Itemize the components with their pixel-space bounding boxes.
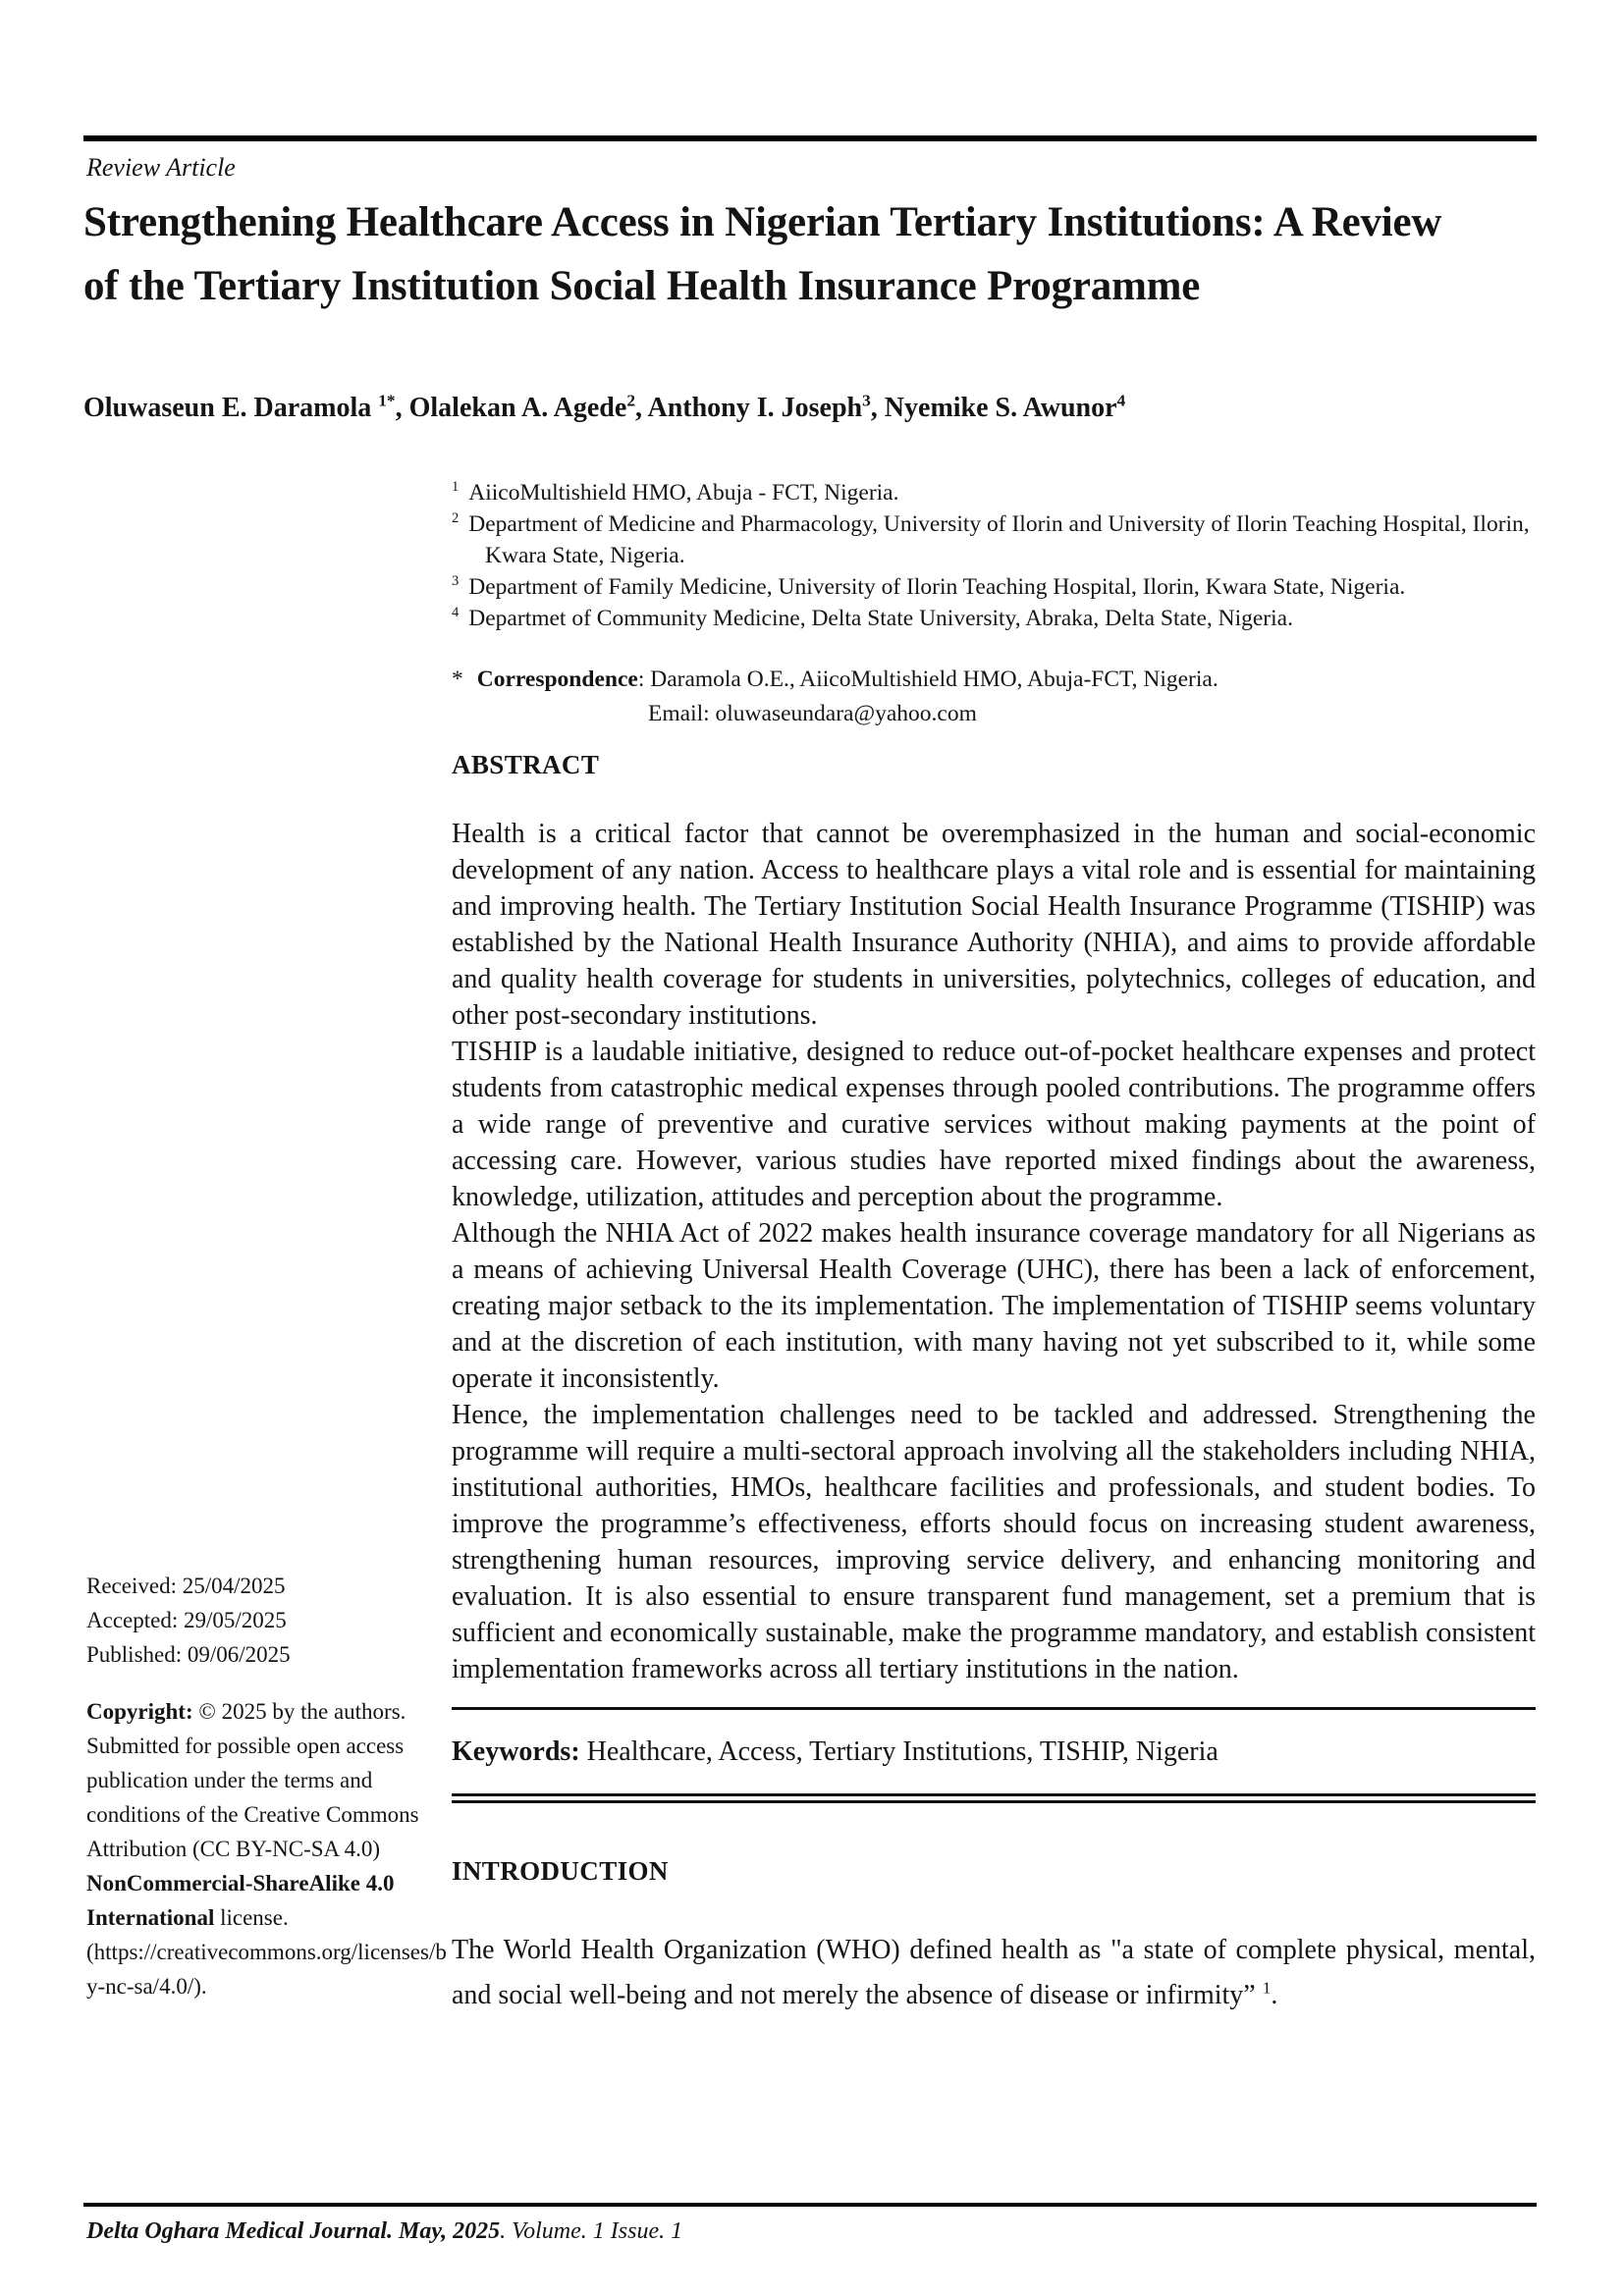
accepted-date: Accepted: 29/05/2025 bbox=[86, 1608, 287, 1632]
article-title: Strengthening Healthcare Access in Nigerian Tertiary Institutions: A Review of the Tertiary Institution Social Health Insurance Programme bbox=[83, 199, 1442, 309]
affiliation-number: 1 bbox=[452, 479, 460, 496]
article-meta-sidebar bbox=[86, 1569, 452, 2003]
author-affiliation-ref: 1* bbox=[378, 391, 396, 410]
author-name: Anthony I. Joseph bbox=[647, 393, 863, 423]
copyright-segment: license. (https://creativecommons.org/licenses/by-nc-sa/4.0/). bbox=[86, 1905, 447, 1999]
correspondence-marker: * bbox=[452, 667, 463, 692]
journal-name: Delta Oghara Medical Journal. May, 2025 bbox=[86, 2218, 501, 2244]
copyright-bold-segment: NonCommercial-ShareAlike 4.0 International bbox=[86, 1871, 395, 1930]
abstract-paragraph: Health is a critical factor that cannot be overemphasized in the human and social-economic development of any nation. Access to healthcare plays a vital role and is essential for maintaining and improving health. The Tertiary Institution Social Health Insurance Programme (TISHIP) was established by the National Health Insurance Authority (NHIA), and aims to provide affordable and quality health coverage for students in universities, polytechnics, colleges of education, and other post-secondary institutions. bbox=[452, 819, 1536, 1031]
author-affiliation-ref: 4 bbox=[1116, 391, 1126, 410]
affiliation-item bbox=[452, 508, 1540, 571]
author-name: Olalekan A. Agede bbox=[408, 393, 627, 423]
issue-info: . Volume. 1 Issue. 1 bbox=[500, 2218, 683, 2244]
citation-ref: 1 bbox=[1262, 1978, 1272, 1998]
top-divider bbox=[83, 135, 1537, 141]
affiliations-list bbox=[452, 477, 1540, 634]
author-name: Nyemike S. Awunor bbox=[884, 393, 1117, 423]
keywords-text: Healthcare, Access, Tertiary Institutions, TISHIP, Nigeria bbox=[579, 1736, 1218, 1767]
keywords-label: Keywords: bbox=[452, 1736, 580, 1767]
copyright-segment: © 2025 by the authors. Submitted for possible open access publication under the terms and conditions of the Creative Commons Attribution (CC BY-NC-SA 4.0) bbox=[86, 1699, 419, 1861]
abstract-text bbox=[452, 816, 1536, 1687]
correspondence-block bbox=[452, 664, 1540, 729]
author-affiliation-ref: 3 bbox=[862, 391, 871, 410]
affiliation-item bbox=[452, 603, 1540, 634]
introduction-paragraph bbox=[452, 1928, 1536, 2018]
correspondence-email: Email: oluwaseundara@yahoo.com bbox=[648, 701, 977, 726]
introduction-text: The World Health Organization (WHO) defined health as "a state of complete physical, mental, and social well-being and not merely the absence of disease or infirmity” bbox=[452, 1935, 1536, 2010]
introduction-text-end: . bbox=[1271, 1980, 1278, 2010]
affiliation-item bbox=[452, 477, 1540, 508]
affiliation-text: Department of Family Medicine, University of Ilorin Teaching Hospital, Ilorin, Kwara State, Nigeria. bbox=[468, 574, 1406, 600]
article-body-column bbox=[452, 750, 1536, 2018]
keywords-top-divider bbox=[452, 1707, 1536, 1710]
copyright-notice bbox=[86, 1694, 452, 2003]
author-affiliation-ref: 2 bbox=[626, 391, 635, 410]
affiliation-item bbox=[452, 571, 1540, 603]
abstract-paragraph: Although the NHIA Act of 2022 makes health insurance coverage mandatory for all Nigerians as a means of achieving Universal Health Coverage (UHC), there has been a lack of enforcement, creating major setback to the its implementation. The implementation of TISHIP seems voluntary and at the discretion of each institution, with many having not yet subscribed to it, while some operate it inconsistently. bbox=[452, 1218, 1536, 1394]
authors-line: Oluwaseun E. Daramola $^{1*}$, Olalekan A. Agede$^2$, Anthony I. Joseph$^3$, Nyemike S. Awunor$^4$ bbox=[83, 391, 1126, 423]
copyright-bold-segment: Copyright: bbox=[86, 1699, 199, 1724]
correspondence-label: Correspondence bbox=[476, 667, 638, 692]
author-name: Oluwaseun E. Daramola bbox=[83, 393, 379, 423]
affiliation-number: 3 bbox=[452, 573, 460, 590]
introduction-heading: INTRODUCTION bbox=[452, 1856, 669, 1886]
affiliation-text: Departmet of Community Medicine, Delta State University, Abraka, Delta State, Nigeria. bbox=[468, 606, 1293, 631]
article-type-label: Review Article bbox=[86, 153, 236, 182]
affiliation-number: 4 bbox=[452, 605, 460, 621]
affiliation-number: 2 bbox=[452, 510, 460, 527]
keywords-line bbox=[452, 1736, 1536, 1768]
received-date: Received: 25/04/2025 bbox=[86, 1574, 286, 1598]
abstract-heading: ABSTRACT bbox=[452, 750, 600, 779]
abstract-paragraph: TISHIP is a laudable initiative, designed to reduce out-of-pocket healthcare expenses and protect students from catastrophic medical expenses through pooled contributions. The programme offers a wide range of preventive and curative services without making payments at the point of accessing care. However, various studies have reported mixed findings about the awareness, knowledge, utilization, attitudes and perception about the programme. bbox=[452, 1037, 1536, 1212]
abstract-paragraph: Hence, the implementation challenges need to be tackled and addressed. Strengthening the programme will require a multi-sectoral approach involving all the stakeholders including NHIA, institutional authorities, HMOs, healthcare facilities and professionals, and student bodies. To improve the programme’s effectiveness, efforts should focus on increasing student awareness, strengthening human resources, improving service delivery, and enhancing monitoring and evaluation. It is also essential to ensure transparent fund management, set a premium that is sufficient and economically sustainable, make the programme mandatory, and establish consistent implementation frameworks across all tertiary institutions in the nation. bbox=[452, 1400, 1536, 1684]
correspondence-line bbox=[452, 664, 1540, 695]
affiliation-text: Department of Medicine and Pharmacology, University of Ilorin and University of Ilorin Teaching Hospital, Ilorin, Kwara State, Nigeria. bbox=[468, 511, 1530, 568]
affiliations-block bbox=[452, 477, 1540, 729]
affiliation-text: AiicoMultishield HMO, Abuja - FCT, Nigeria. bbox=[468, 480, 899, 506]
footer-line bbox=[86, 2218, 682, 2245]
footer-divider bbox=[83, 2203, 1537, 2207]
published-date: Published: 09/06/2025 bbox=[86, 1642, 291, 1667]
keywords-bottom-divider bbox=[452, 1793, 1536, 1803]
correspondence-text: : Daramola O.E., AiicoMultishield HMO, Abuja-FCT, Nigeria. bbox=[637, 667, 1218, 692]
